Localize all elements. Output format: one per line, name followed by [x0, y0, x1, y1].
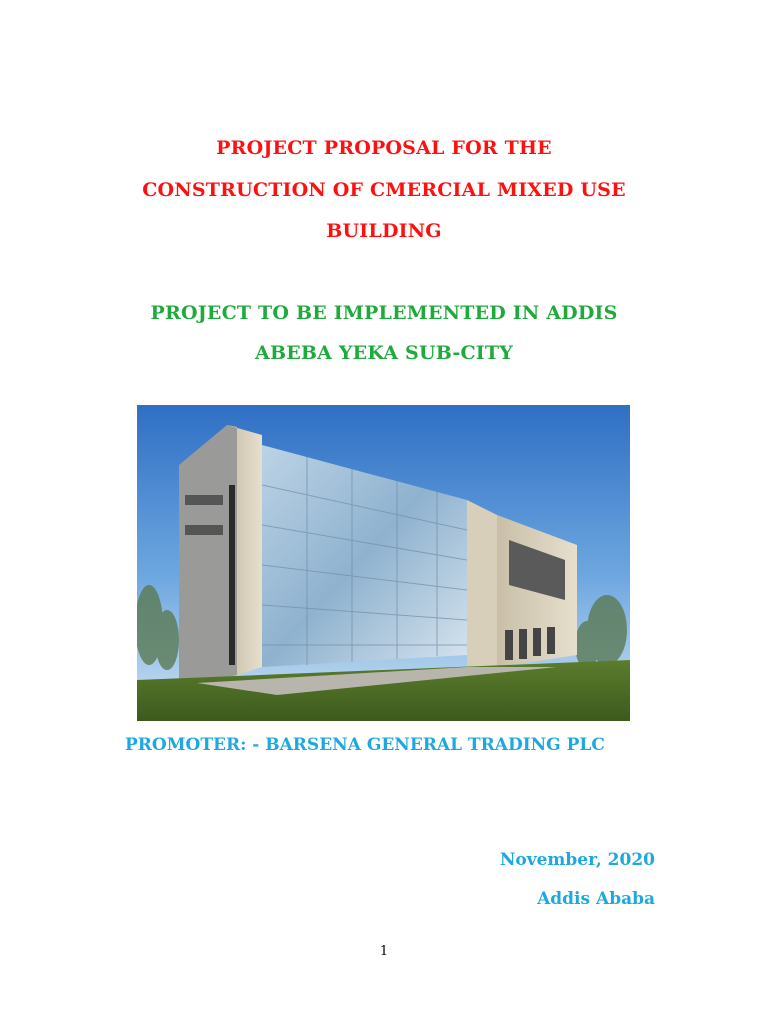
- promoter-text: PROMOTER: - BARSENA GENERAL TRADING PLC: [125, 735, 605, 755]
- title-line-1: PROJECT PROPOSAL FOR THE: [216, 137, 552, 159]
- date-text: November, 2020: [499, 850, 655, 870]
- page-number: 1: [379, 944, 389, 959]
- subtitle-line-2: ABEBA YEKA SUB-CITY: [255, 342, 513, 364]
- title-line-3: BUILDING: [326, 220, 442, 242]
- place-text: Addis Ababa: [537, 889, 655, 909]
- subtitle-line-1: PROJECT TO BE IMPLEMENTED IN ADDIS: [150, 302, 618, 324]
- building-rendering-image: [137, 405, 630, 721]
- title-line-2: CONSTRUCTION OF CMERCIAL MIXED USE: [142, 179, 626, 201]
